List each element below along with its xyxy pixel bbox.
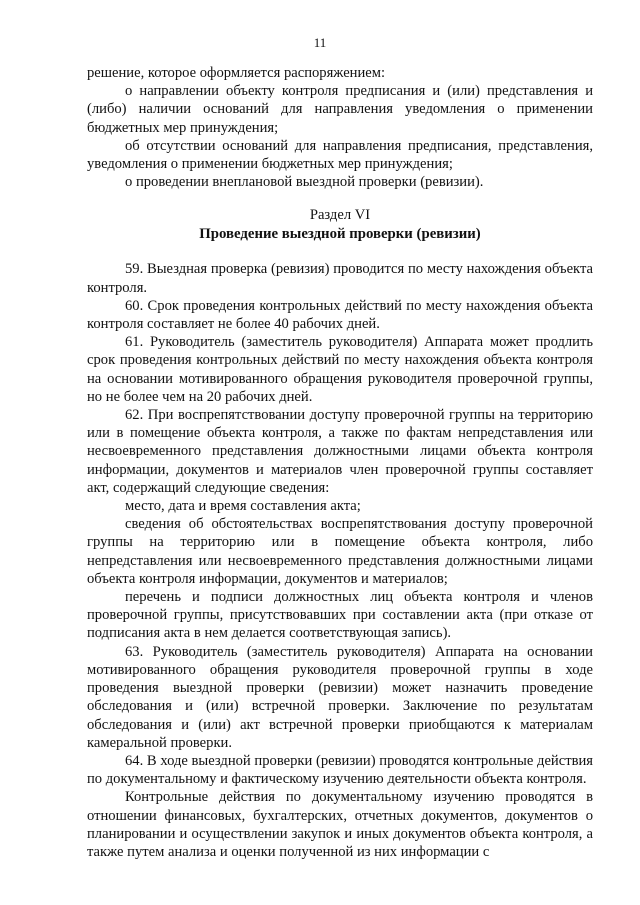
body-paragraph: Контрольные действия по документальному изучению проводятся в отношении финансовых, бухгалтерских, отчетных документов, документов о планировании и осуществлении закупок и иных документов объекта контроля, а также путем анализа и оценки полученной из них информации с xyxy=(87,789,593,860)
body-paragraph: 63. Руководитель (заместитель руководителя) Аппарата на основании мотивированного обращения руководителя проверочной группы в ходе проведения выездной проверки (ревизии) может назначить проведение обследования и (или) встречной проверки. Заключение по результатам обследования и (или) акт встречной проверки приобщаются к материалам камеральной проверки. xyxy=(87,643,593,751)
body-paragraph: 64. В ходе выездной проверки (ревизии) проводятся контрольные действия по документальному и фактическому изучению деятельности объекта контроля. xyxy=(87,752,593,788)
intro-paragraph: об отсутствии оснований для направления предписания, представления, уведомления о применении бюджетных мер принуждения; xyxy=(87,137,593,173)
document-body xyxy=(87,64,593,861)
intro-paragraph: решение, которое оформляется распоряжением: xyxy=(87,65,386,81)
body-paragraph: 61. Руководитель (заместитель руководителя) Аппарата может продлить срок проведения контрольных действий по месту нахождения объекта контроля на основании мотивированного обращения руководителя проверочной группы, но не более чем на 20 рабочих дней. xyxy=(87,334,593,405)
body-paragraph: 60. Срок проведения контрольных действий по месту нахождения объекта контроля составляет не более 40 рабочих дней. xyxy=(87,297,593,333)
body-paragraph: место, дата и время составления акта; xyxy=(125,498,361,515)
section-title: Проведение выездной проверки (ревизии) xyxy=(199,226,481,243)
intro-paragraph: о направлении объекту контроля предписания и (или) представления и (либо) наличии оснований для направления уведомления о применении бюджетных мер принуждения; xyxy=(87,83,593,136)
section-label: Раздел VI xyxy=(309,207,371,224)
body-paragraph: 62. При воспрепятствовании доступу проверочной группы на территорию или в помещение объекта контроля, а также по фактам непредставления или несвоевременного представления должностными лицами объекта контроля информации, документов и материалов член проверочной группы составляет акт, содержащий следующие сведения: xyxy=(87,407,593,496)
body-paragraph: сведения об обстоятельствах воспрепятствования доступу проверочной группы на территорию или в помещение объекта контроля, либо непредставления или несвоевременного представления должностными лицами объекта контроля информации, документов и материалов; xyxy=(87,516,593,587)
body-paragraph: 59. Выездная проверка (ревизия) проводится по месту нахождения объекта контроля. xyxy=(87,261,593,296)
section-heading xyxy=(87,206,593,244)
body-paragraph: перечень и подписи должностных лиц объекта контроля и членов проверочной группы, присутствовавших при составлении акта (при отказе от подписания акта в нем делается соответствующая запись). xyxy=(87,589,593,642)
page-number: 11 xyxy=(313,35,327,50)
intro-paragraph: о проведении внеплановой выездной проверки (ревизии). xyxy=(125,174,484,191)
